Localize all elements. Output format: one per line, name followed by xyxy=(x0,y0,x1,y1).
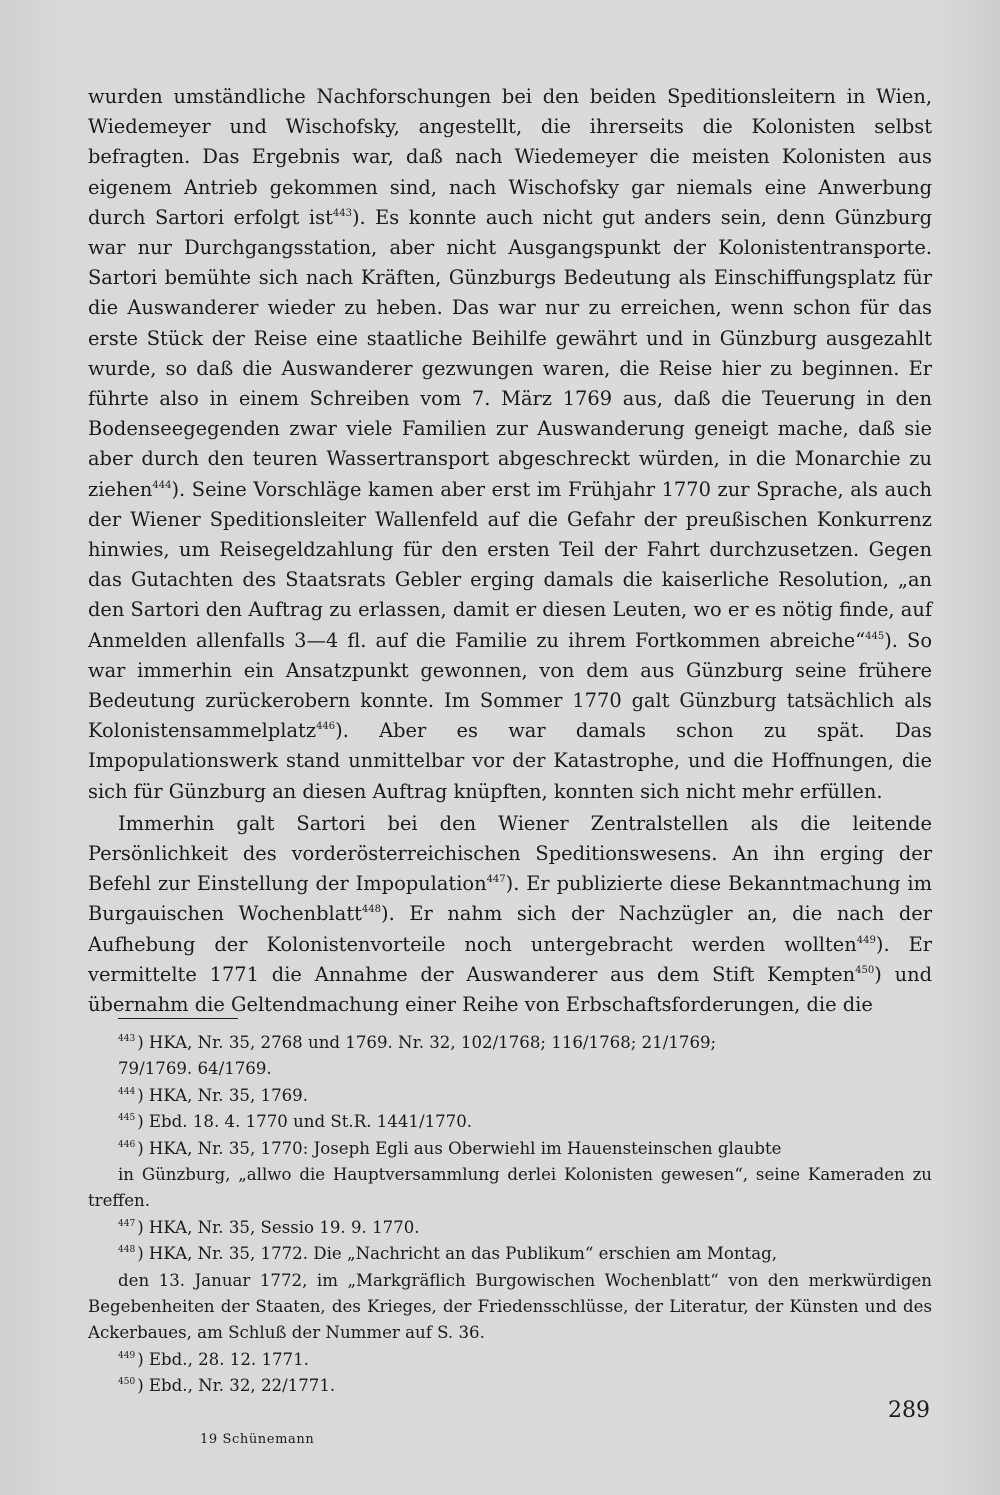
footnote-number: 450 xyxy=(118,1377,136,1388)
footnote-text: ) HKA, Nr. 35, 1769. xyxy=(137,1085,309,1105)
footnote-ref[interactable]: 445 xyxy=(865,630,885,642)
footnote-continuation xyxy=(88,1056,932,1082)
footnote-ref[interactable]: 446 xyxy=(316,721,336,733)
text-segment: ). Er publizierte diese Bekanntmachung im Burgauischen Wochenblatt xyxy=(88,872,932,926)
footnote-text: ) HKA, Nr. 35, 1770: Joseph Egli aus Oberwiehl im Hauensteinschen glaubte xyxy=(137,1138,782,1158)
footnote xyxy=(88,1347,932,1373)
text-segment: wurden umständliche Nachforschungen bei den beiden Speditionsleitern in Wien, Wiedemeyer und Wischofsky, angestellt, die ihrerseits die Kolonisten selbst befragten. Das Ergebnis war, daß nach Wiedemeyer die meisten Kolonisten aus eigenem Antrieb gekommen sind, nach Wischofsky gar niemals eine Anwerbung durch Sartori erfolgt ist xyxy=(88,85,932,229)
footnote xyxy=(88,1373,932,1399)
text-segment: Immerhin galt Sartori bei den Wiener Zentralstellen als die leitende Persönlichkeit des vorderösterreichischen Speditionswesens. An ihn erging der Befehl zur Einstellung der Impopulation xyxy=(88,811,932,896)
footnote-number: 444 xyxy=(118,1086,136,1097)
footnote-text: ) HKA, Nr. 35, Sessio 19. 9. 1770. xyxy=(137,1217,420,1237)
page-number: 289 xyxy=(888,1398,930,1423)
text-segment: ). Aber es war damals schon zu spät. Das Impopulationswerk stand unmittelbar vor der Katastrophe, und die Hoffnungen, die sich für Günzburg an diesen Auftrag knüpften, konnten sich nicht mehr erfüllen. xyxy=(88,719,932,803)
footnote-number: 443 xyxy=(118,1034,136,1044)
text-segment: ) und übernahm die Geltendmachung einer Reihe von Erbschaftsforderungen, die die xyxy=(88,962,932,1017)
footnote-number: 446 xyxy=(118,1139,136,1150)
footnote-ref[interactable]: 447 xyxy=(486,874,506,886)
footnote-text: ) HKA, Nr. 35, 2768 und 1769. Nr. 32, 102/1768; 116/1768; 21/1769; xyxy=(137,1033,717,1052)
footnote xyxy=(88,1030,932,1056)
footnote xyxy=(88,1241,932,1267)
footnote-text: in Günzburg, „allwo die Hauptversammlung derlei Kolonisten gewesen“, seine Kameraden zu treffen. xyxy=(88,1165,932,1211)
footnote-divider xyxy=(118,1018,238,1019)
printer-signature: 19 Schünemann xyxy=(200,1432,315,1447)
footnote-ref[interactable]: 444 xyxy=(152,479,172,491)
footnote-number: 448 xyxy=(118,1245,136,1256)
text-segment: ). So war immerhin ein Ansatzpunkt gewonnen, von dem aus Günzburg seine frühere Bedeutung zurückerobern konnte. Im Sommer 1770 galt Günzburg tatsächlich als Kolonistensammelplatz xyxy=(88,628,932,743)
footnote-ref[interactable]: 449 xyxy=(856,934,876,946)
footnote-number: 445 xyxy=(118,1113,136,1124)
footnote-text: ) Ebd., Nr. 32, 22/1771. xyxy=(137,1376,336,1396)
text-segment: ). Er vermittelte 1771 die Annahme der Auswanderer aus dem Stift Kempten xyxy=(88,932,932,986)
paragraph xyxy=(88,82,932,807)
footnote-number: 447 xyxy=(118,1218,136,1229)
text-segment: ). Er nahm sich der Nachzügler an, die nach der Aufhebung der Kolonistenvorteile noch untergebracht werden wollten xyxy=(88,902,932,956)
footnote-ref[interactable]: 450 xyxy=(855,964,875,976)
text-segment: ). Seine Vorschläge kamen aber erst im Frühjahr 1770 zur Sprache, als auch der Wiener Speditionsleiter Wallenfeld auf die Gefahr der preußischen Konkurrenz hinwies, um Reisegeldzahlung für den ersten Teil der Fahrt durchzusetzen. Gegen das Gutachten des Staatsrats Gebler erging damals die kaiserliche Resolution, „an den Sartori den Auftrag zu erlassen, damit er diesen Leuten, wo er es nötig finde, auf Anmelden allenfalls 3—4 fl. auf die Familie zu ihrem Fortkommen abreiche“ xyxy=(88,477,932,652)
footnotes xyxy=(88,1030,932,1400)
footnote xyxy=(88,1215,932,1241)
text-segment: ). Es konnte auch nicht gut anders sein, denn Günzburg war nur Durchgangsstation, aber nicht Ausgangspunkt der Kolonistentransporte. Sartori bemühte sich nach Kräften, Günzburgs Bedeutung als Einschiffungsplatz für die Auswanderer wieder zu heben. Das war nur zu erreichen, wenn schon für das erste Stück der Reise eine staatliche Beihilfe gewährt und in Günzburg ausgezahlt wurde, so daß die Auswanderer gezwungen waren, die Reise hier zu beginnen. Er führte also in einem Schreiben vom 7. März 1769 aus, daß die Teuerung in den Bodenseegegenden zwar viele Familien zur Auswanderung geneigt mache, daß sie aber durch den teuren Wassertransport abgeschreckt würden, in die Monarchie zu ziehen xyxy=(88,205,933,501)
footnote xyxy=(88,1109,932,1135)
footnote-ref[interactable]: 448 xyxy=(361,904,381,916)
footnote-number: 449 xyxy=(118,1350,136,1361)
footnote xyxy=(88,1083,932,1109)
footnote-text: den 13. Januar 1772, im „Markgräflich Burgowischen Wochenblatt“ von den merkwürdigen Begebenheiten der Staaten, des Krieges, der Friedensschlüsse, der Literatur, der Künsten und des Ackerbaues, am Schluß der Nummer auf S. 36. xyxy=(88,1270,932,1343)
footnote-ref[interactable]: 443 xyxy=(332,207,352,219)
footnote-continuation xyxy=(88,1162,932,1215)
footnote-text: ) Ebd. 18. 4. 1770 und St.R. 1441/1770. xyxy=(137,1112,473,1132)
footnote-text: ) Ebd., 28. 12. 1771. xyxy=(137,1349,309,1369)
footnote-continuation xyxy=(88,1268,932,1347)
paragraph xyxy=(88,809,932,1020)
footnote-text: ) HKA, Nr. 35, 1772. Die „Nachricht an das Publikum“ erschien am Montag, xyxy=(137,1244,777,1264)
footnote xyxy=(88,1136,932,1162)
main-text xyxy=(88,82,932,1020)
footnote-text: 79/1769. 64/1769. xyxy=(118,1059,272,1079)
